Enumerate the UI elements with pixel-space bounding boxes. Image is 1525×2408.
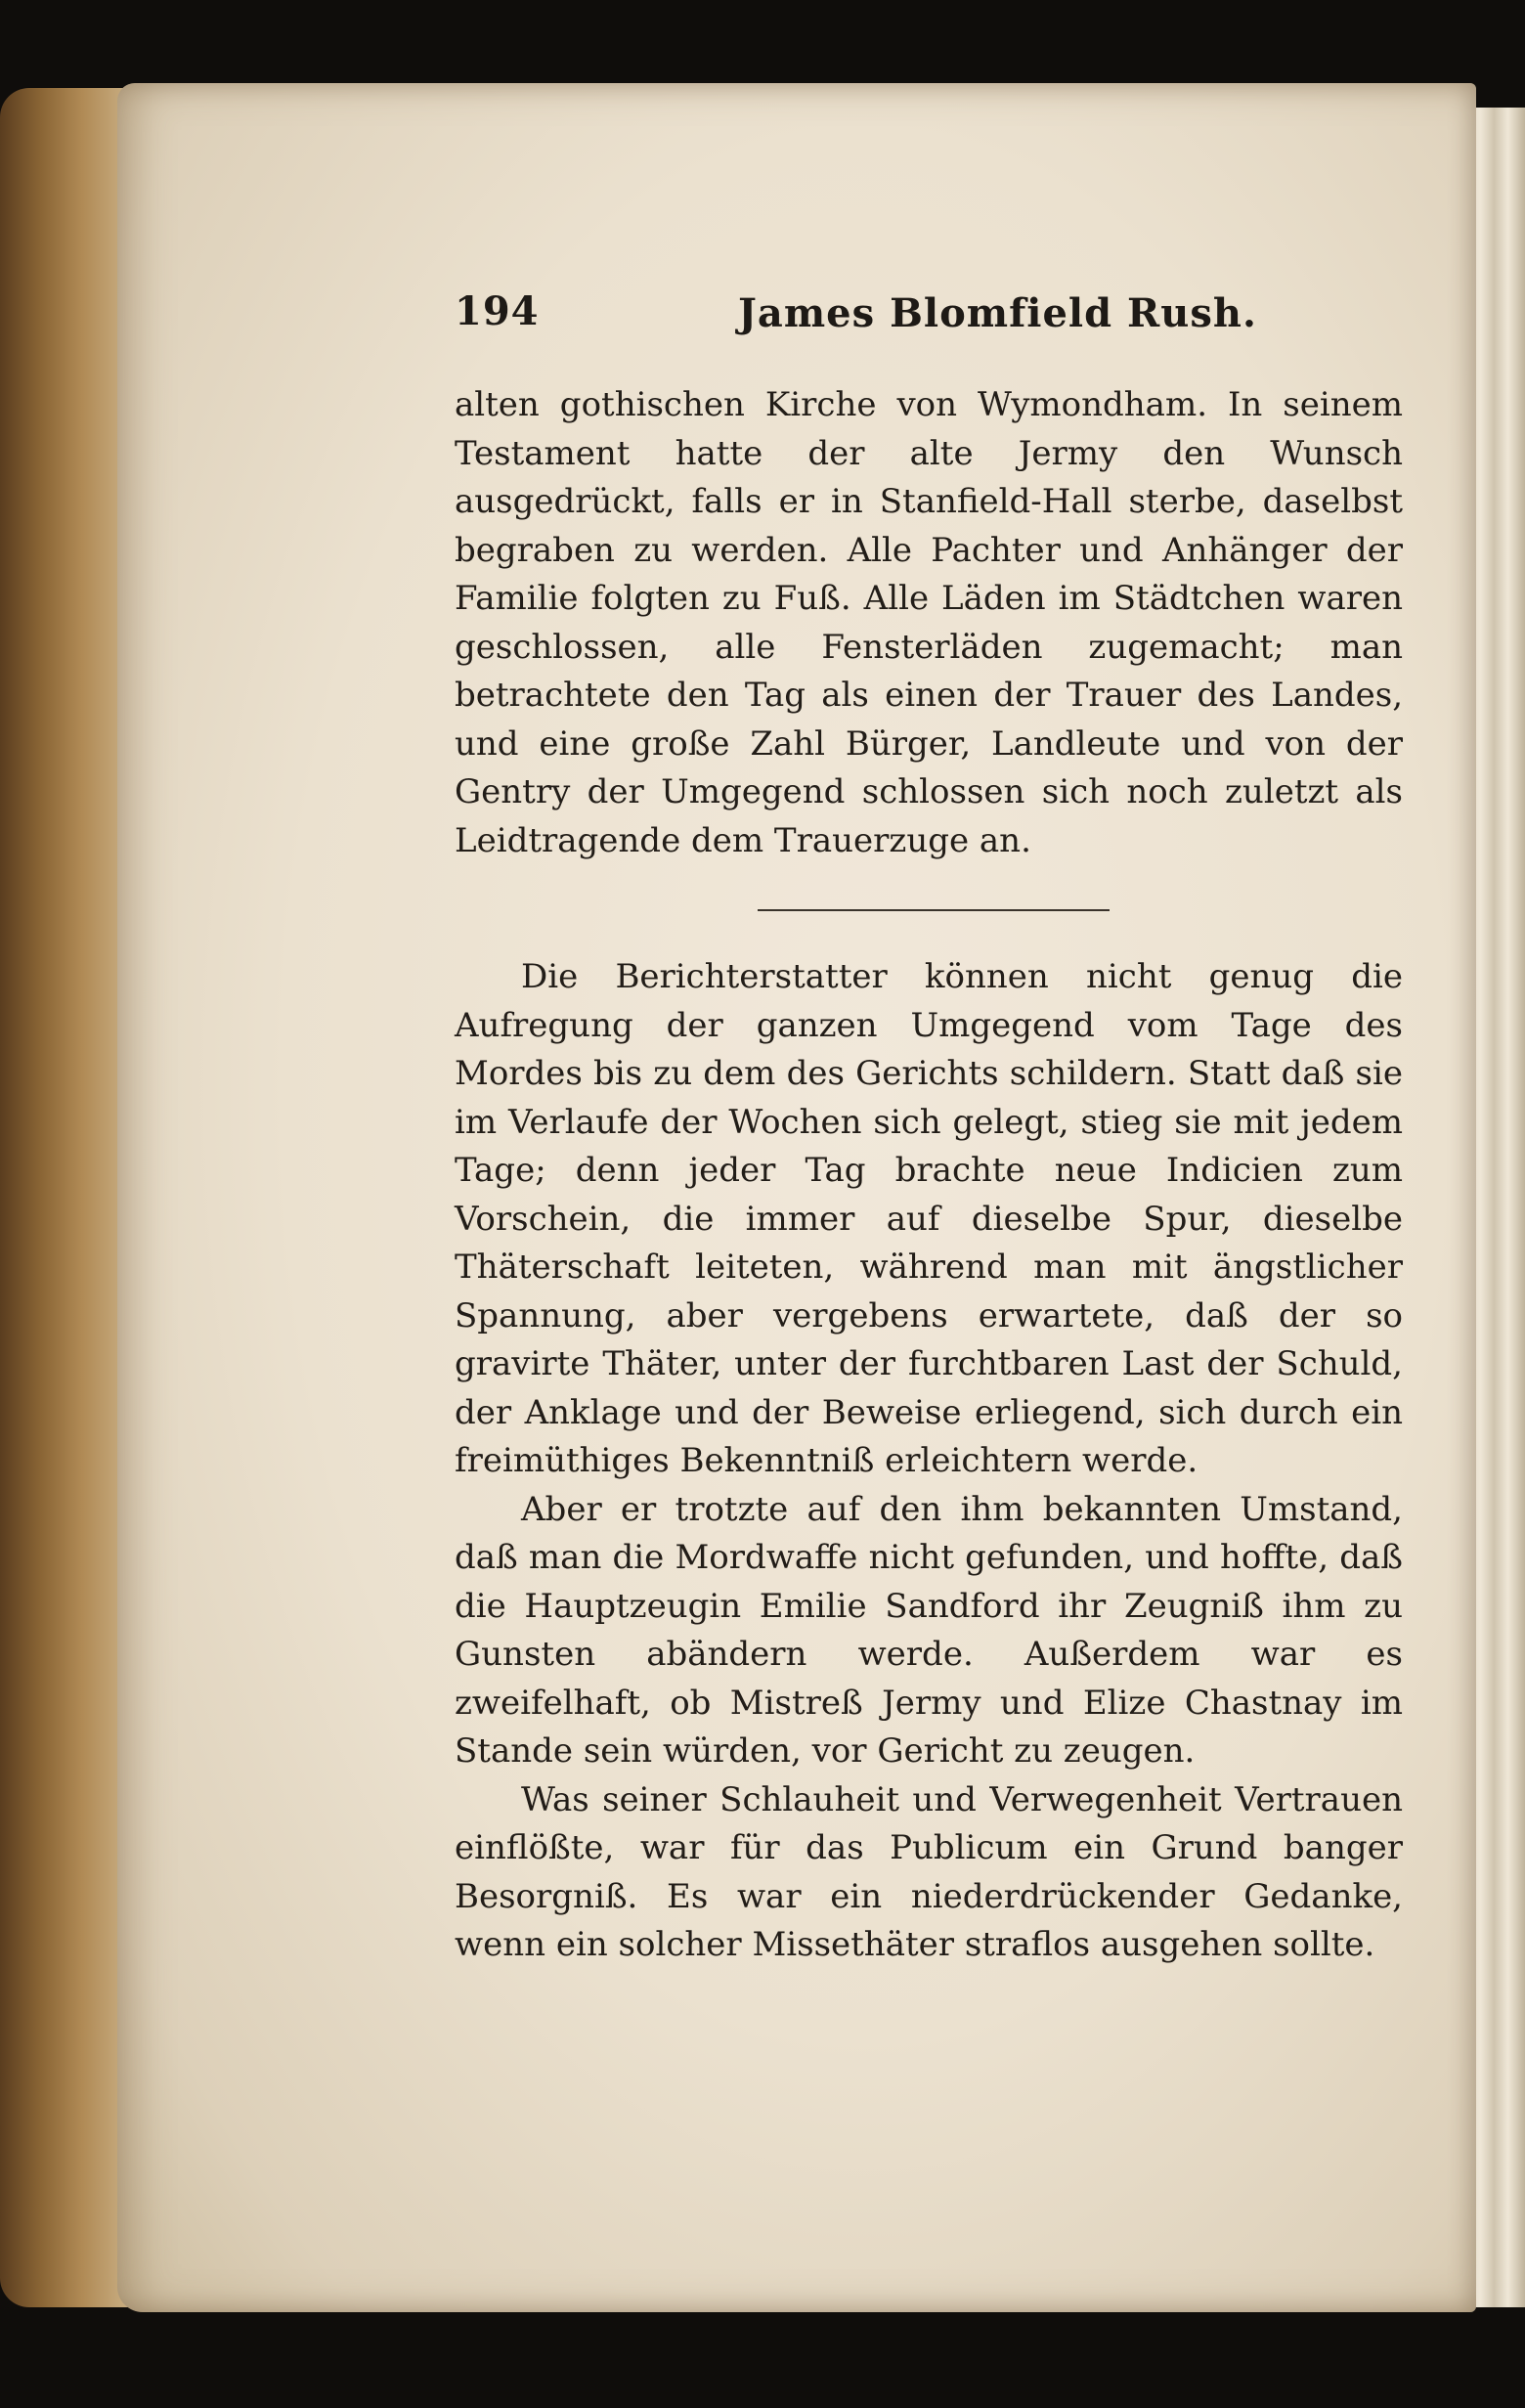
page-header bbox=[455, 288, 1403, 347]
book-spine-edge bbox=[0, 88, 137, 2307]
text-block-bottom bbox=[455, 953, 1403, 1970]
paragraph: Was seiner Schlauheit und Verwegenheit Vertrauen einflößte, war für das Publicum ein Grund banger Besorgniß. Es war ein niederdrückender Gedanke, wenn ein solcher Missethäter straflos ausgehen sollte. bbox=[455, 1779, 1403, 1964]
paragraph: Aber er trotzte auf den ihm bekannten Umstand, daß man die Mordwaffe nicht gefunden, und hoffte, daß die Hauptzeugin Emilie Sandford ihr Zeugniß ihm zu Gunsten abändern werde. Außerdem war es zweifelhaft, ob Mistreß Jermy und Elize Chastnay im Stande sein würden, vor Gericht zu zeugen. bbox=[455, 1489, 1403, 1771]
paragraph: Die Berichterstatter können nicht genug die Aufregung der ganzen Umgegend vom Tage des Mordes bis zu dem des Gerichts schildern. Statt daß sie im Verlaufe der Wochen sich gelegt, stieg sie mit jedem Tage; denn jeder Tag brachte neue Indicien zum Vorschein, die immer auf dieselbe Spur, dieselbe Thäterschaft leiteten, während man mit ängstlicher Spannung, aber vergebens erwartete, daß der so gravirte Thäter, unter der furchtbaren Last der Schuld, der Anklage und der Beweise erliegend, sich durch ein freimüthiges Bekenntniß erleichtern werde. bbox=[455, 957, 1403, 1480]
paragraph: alten gothischen Kirche von Wymondham. In seinem Testament hatte der alte Jermy den Wunsch ausgedrückt, falls er in Stanfield-Hall sterbe, daselbst begraben zu werden. Alle Pachter und Anhänger der Familie folgten zu Fuß. Alle Läden im Städtchen waren geschlossen, alle Fensterläden zugemacht; man betrachtete den Tag als einen der Trauer des Landes, und eine große Zahl Bürger, Landleute und von der Gentry der Umgegend schlossen sich noch zuletzt als Leidtragende dem Trauerzuge an. bbox=[455, 385, 1403, 860]
text-block-top bbox=[455, 381, 1403, 865]
section-divider bbox=[758, 909, 1110, 911]
page-number: 194 bbox=[455, 288, 540, 334]
running-title: James Blomfield Rush. bbox=[738, 290, 1257, 336]
